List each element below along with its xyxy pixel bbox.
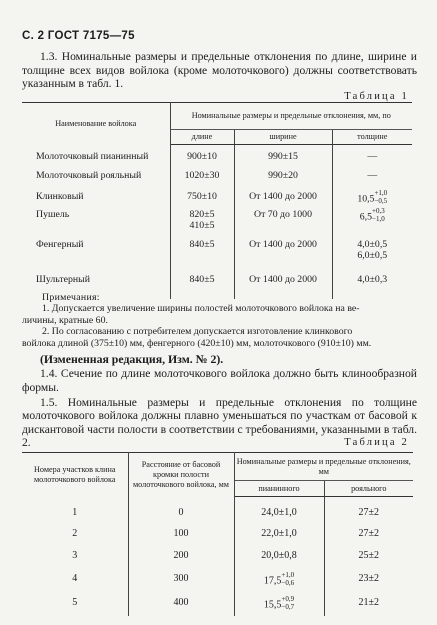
t1-width: От 1400 до 2000 <box>234 186 332 207</box>
note-2-cont: войлока длиной (375±10) мм, фенгерного (420±10) мм, молоточкового (910±10) мм. <box>22 337 372 349</box>
paragraph-1-3 <box>22 50 417 91</box>
t2-section: 1 <box>22 497 128 520</box>
table-row <box>22 165 412 186</box>
t1-width: 990±15 <box>234 145 332 165</box>
t1-length: 820±5 410±5 <box>170 207 234 237</box>
page-header: С. 2 ГОСТ 7175—75 <box>22 30 135 42</box>
table-row <box>22 497 413 520</box>
t1-width: От 1400 до 2000 <box>234 237 332 265</box>
t2-col-section: Номера участков клина молоточкового войлока <box>22 453 128 497</box>
t1-col-width: ширине <box>234 130 332 145</box>
note-1-cont: личины, кратные 60. <box>22 314 108 326</box>
t1-length: 840±5 <box>170 237 234 265</box>
t2-piano: 17,5+1,0 −0,6 <box>234 566 324 590</box>
t1-name: Молоточковый пианинный <box>22 145 170 165</box>
t1-name: Молоточковый рояльный <box>22 165 170 186</box>
t2-col-grand: рояльного <box>324 481 413 497</box>
t2-col-group: Номинальные размеры и предельные отклонения, мм <box>234 453 413 481</box>
t2-piano: 15,5+0,9 −0,7 <box>234 590 324 616</box>
paragraph-1-3-text: 1.3. Номинальные размеры и предельные отклонения по длине, ширине и толщине всех видов войлока (кроме молоточкового) должны соответствовать указанным в табл. 1. <box>22 50 417 91</box>
t1-thickness: 10,5+1,0 −0,5 <box>357 188 388 205</box>
t2-col-distance: Расстояние от басовой кромки полости молоточкового войлока, мм <box>128 453 234 497</box>
notes-title: Примечания: <box>42 292 100 303</box>
paragraph-1-4 <box>22 367 417 394</box>
table-row <box>22 186 412 207</box>
t2-section: 3 <box>22 543 128 566</box>
table-row <box>22 207 412 237</box>
table-2 <box>22 452 413 616</box>
t1-name: Клинковый <box>22 186 170 207</box>
t2-grand: 23±2 <box>358 572 379 584</box>
paragraph-1-5-text: 1.5. Номинальные размеры и предельные отклонения по толщине молоточкового войлока должны плавно уменьшаться по участкам от басовой к дискантовой части полости в соответствии с требованиями, указанными в табл. 2. <box>22 396 417 450</box>
t1-width: От 1400 до 2000 <box>234 265 332 299</box>
paragraph-1-4-text: 1.4. Сечение по длине молоточкового войлока должно быть клинообразной формы. <box>22 367 417 394</box>
amendment-note: (Измененная редакция, Изм. № 2). <box>40 352 224 366</box>
notes <box>22 292 422 349</box>
t2-distance: 200 <box>128 543 234 566</box>
t1-name: Пушель <box>22 207 170 237</box>
t1-length: 840±5 <box>170 265 234 299</box>
table-row <box>22 543 413 566</box>
t2-grand: 27±2 <box>358 507 379 518</box>
t2-distance: 400 <box>128 590 234 616</box>
t1-name: Фенгерный <box>22 237 170 265</box>
t1-thickness: — <box>367 151 378 162</box>
t1-length: 750±10 <box>170 186 234 207</box>
t1-name: Шультерный <box>22 265 170 299</box>
t1-col-group: Номинальные размеры и предельные отклонения, мм, по <box>170 103 412 130</box>
t2-section: 5 <box>22 590 128 616</box>
table-2-caption: Таблица 2 <box>344 437 409 448</box>
t1-thickness: 4,0±0,5 6,0±0,5 <box>357 238 388 261</box>
t1-thickness: 6,5+0,3 −1,0 <box>359 206 385 223</box>
note-2: 2. По согласованию с потребителем допускается изготовление клинкового <box>42 326 353 338</box>
t1-thickness: 4,0±0,3 <box>357 273 388 285</box>
t2-grand: 25±2 <box>358 549 379 561</box>
table-row <box>22 237 412 265</box>
t1-length: 1020±30 <box>170 165 234 186</box>
t1-col-name: Наименование войлока <box>22 103 170 145</box>
t1-width: От 70 до 1000 <box>234 207 332 237</box>
t1-col-length: длине <box>170 130 234 145</box>
t1-length: 900±10 <box>170 145 234 165</box>
t2-section: 4 <box>22 566 128 590</box>
t2-distance: 100 <box>128 520 234 543</box>
t2-piano: 24,0±1,0 <box>234 497 324 520</box>
table-row <box>22 520 413 543</box>
t1-thickness: — <box>367 169 378 181</box>
table-1-caption: Таблица 1 <box>344 91 409 102</box>
table-row <box>22 145 412 165</box>
t1-width: 990±20 <box>234 165 332 186</box>
t2-grand: 27±2 <box>358 527 379 539</box>
t2-grand: 21±2 <box>358 596 379 608</box>
table-row <box>22 590 413 616</box>
t2-piano: 20,0±0,8 <box>234 543 324 566</box>
t2-piano: 22,0±1,0 <box>234 520 324 543</box>
t2-section: 2 <box>22 520 128 543</box>
t2-distance: 300 <box>128 566 234 590</box>
t2-distance: 0 <box>128 497 234 520</box>
table-row <box>22 566 413 590</box>
t1-col-thickness: толщине <box>332 130 412 145</box>
note-1: 1. Допускается увеличение ширины полостей молоточкового войлока на ве- <box>42 303 360 315</box>
t2-col-piano: пианинного <box>234 481 324 497</box>
table-1 <box>22 102 412 299</box>
